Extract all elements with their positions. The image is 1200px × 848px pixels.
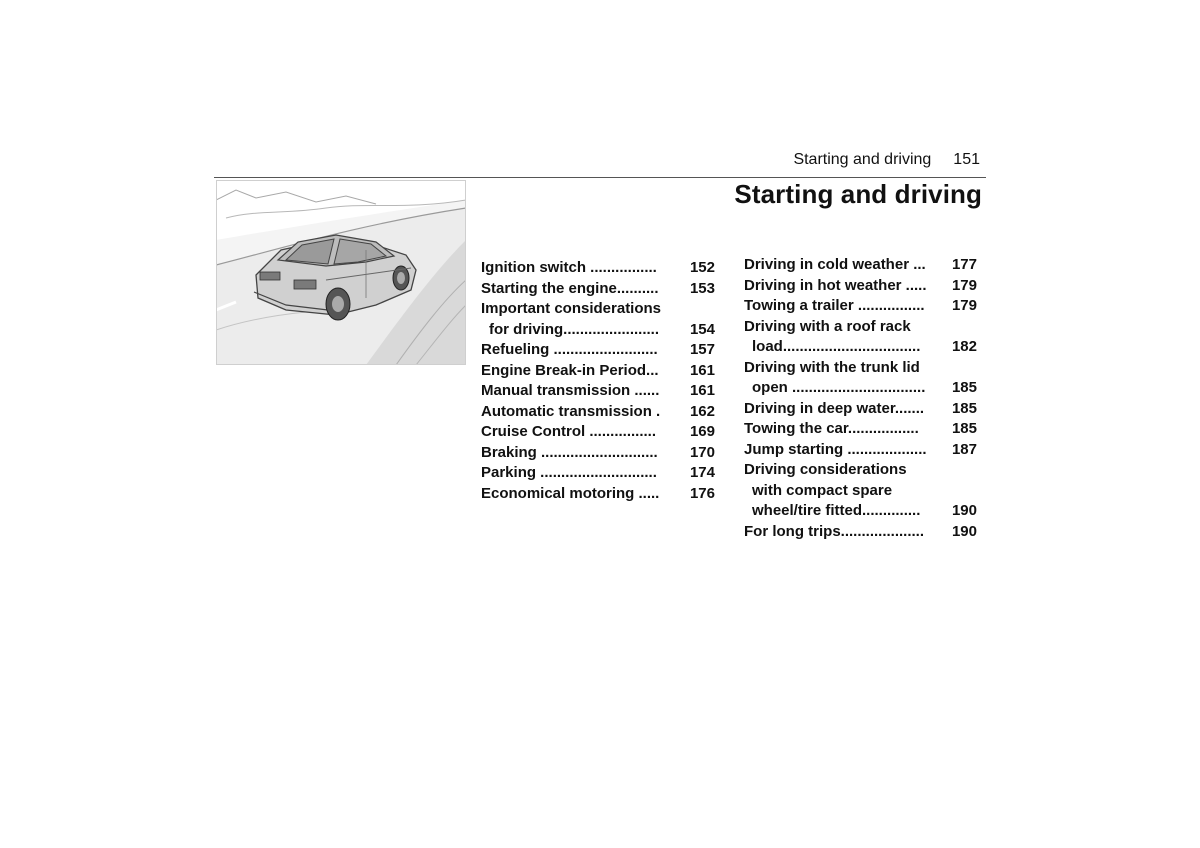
- toc-entry-text: Driving with the trunk lid: [744, 358, 920, 376]
- toc-entry-text: Driving considerations: [744, 461, 907, 478]
- toc-entry[interactable]: [481, 299, 715, 340]
- toc-entry[interactable]: [481, 361, 715, 382]
- header-rule: [214, 177, 986, 178]
- toc-entry-text: load.................................: [752, 338, 921, 355]
- toc-entry-text: Starting the engine..........: [481, 279, 659, 297]
- toc-entry-text: Driving with a roof rack: [744, 317, 911, 335]
- toc-entry-page: 179: [951, 276, 977, 294]
- toc-entry[interactable]: [744, 276, 977, 297]
- toc-entry-text: wheel/tire fitted..............: [752, 502, 921, 519]
- toc-entry-page: 161: [689, 382, 715, 399]
- toc-entry-page: 154: [689, 320, 715, 338]
- toc-entry[interactable]: [744, 460, 977, 522]
- chapter-title: Starting and driving: [734, 179, 982, 209]
- toc-entry-page: 174: [689, 464, 715, 481]
- toc-entry[interactable]: [744, 440, 977, 461]
- toc-entry-text: Jump starting ...................: [744, 440, 927, 458]
- toc-entry-page: 161: [689, 361, 715, 379]
- toc-entry[interactable]: [481, 443, 715, 464]
- car-on-road-illustration: [216, 180, 466, 365]
- toc-entry-text: Towing the car.................: [744, 420, 919, 437]
- toc-entry-text: Driving in deep water.......: [744, 399, 925, 417]
- toc-entry-text: Braking ............................: [481, 443, 658, 461]
- toc-entry-text: Driving in cold weather ...: [744, 256, 926, 273]
- toc-entry-page: 179: [951, 297, 977, 314]
- toc-entry-text: for driving.......................: [489, 320, 660, 338]
- toc-entry-page: 185: [951, 379, 977, 396]
- toc-entry[interactable]: [744, 296, 977, 317]
- toc-entry-text: Parking ............................: [481, 464, 657, 481]
- running-header-section: Starting and driving: [793, 151, 932, 168]
- toc-entry[interactable]: [481, 402, 715, 423]
- toc-entry[interactable]: [744, 317, 977, 358]
- toc-entry[interactable]: [481, 422, 715, 443]
- toc-entry-page: 152: [689, 259, 715, 276]
- toc-entry-text: Economical motoring .....: [481, 484, 660, 502]
- page-number: 151: [953, 151, 980, 168]
- toc-entry[interactable]: [481, 381, 715, 402]
- toc-entry-text: Refueling .........................: [481, 341, 658, 358]
- toc-entry-page: 170: [689, 443, 715, 461]
- toc-entry-page: 187: [951, 440, 977, 458]
- toc-entry-text: with compact spare: [752, 481, 893, 499]
- toc-entry-text: open ................................: [752, 379, 926, 396]
- toc-entry-page: 190: [951, 502, 977, 519]
- toc-entry-page: 185: [951, 399, 977, 417]
- toc-entry[interactable]: [481, 279, 715, 300]
- toc-entry[interactable]: [744, 255, 977, 276]
- toc-entry-text: Ignition switch ................: [481, 259, 657, 276]
- toc-entry-page: 182: [951, 338, 977, 355]
- toc-entry[interactable]: [481, 258, 715, 279]
- toc-entry-text: Automatic transmission .: [481, 402, 661, 420]
- toc-entry-text: For long trips....................: [744, 522, 925, 540]
- toc-entry-page: 176: [689, 484, 715, 502]
- toc-entry-text: Engine Break-in Period...: [481, 361, 659, 379]
- toc-entry-page: 169: [689, 423, 715, 440]
- toc-entry-text: Manual transmission ......: [481, 382, 660, 399]
- toc-entry-text: Towing a trailer ................: [744, 297, 925, 314]
- toc-entry-page: 190: [951, 522, 977, 540]
- running-header: [760, 151, 980, 169]
- toc-entry-text: Cruise Control ................: [481, 423, 657, 440]
- toc-entry[interactable]: [744, 419, 977, 440]
- toc-entry-page: 157: [689, 341, 715, 358]
- toc-entry-page: 177: [951, 256, 977, 273]
- toc-entry[interactable]: [481, 484, 715, 505]
- toc-entry[interactable]: [481, 340, 715, 361]
- toc-entry[interactable]: [481, 463, 715, 484]
- toc-entry[interactable]: [744, 358, 977, 399]
- toc-entry-page: 185: [951, 420, 977, 437]
- toc-entry-page: 153: [689, 279, 715, 297]
- toc-entry[interactable]: [744, 399, 977, 420]
- toc-entry-text: Important considerations: [481, 300, 662, 317]
- toc-left-column: [481, 258, 715, 504]
- toc-entry-page: 162: [689, 402, 715, 420]
- toc-entry[interactable]: [744, 522, 977, 543]
- toc-right-column: [744, 255, 977, 542]
- toc-entry-text: Driving in hot weather .....: [744, 276, 927, 294]
